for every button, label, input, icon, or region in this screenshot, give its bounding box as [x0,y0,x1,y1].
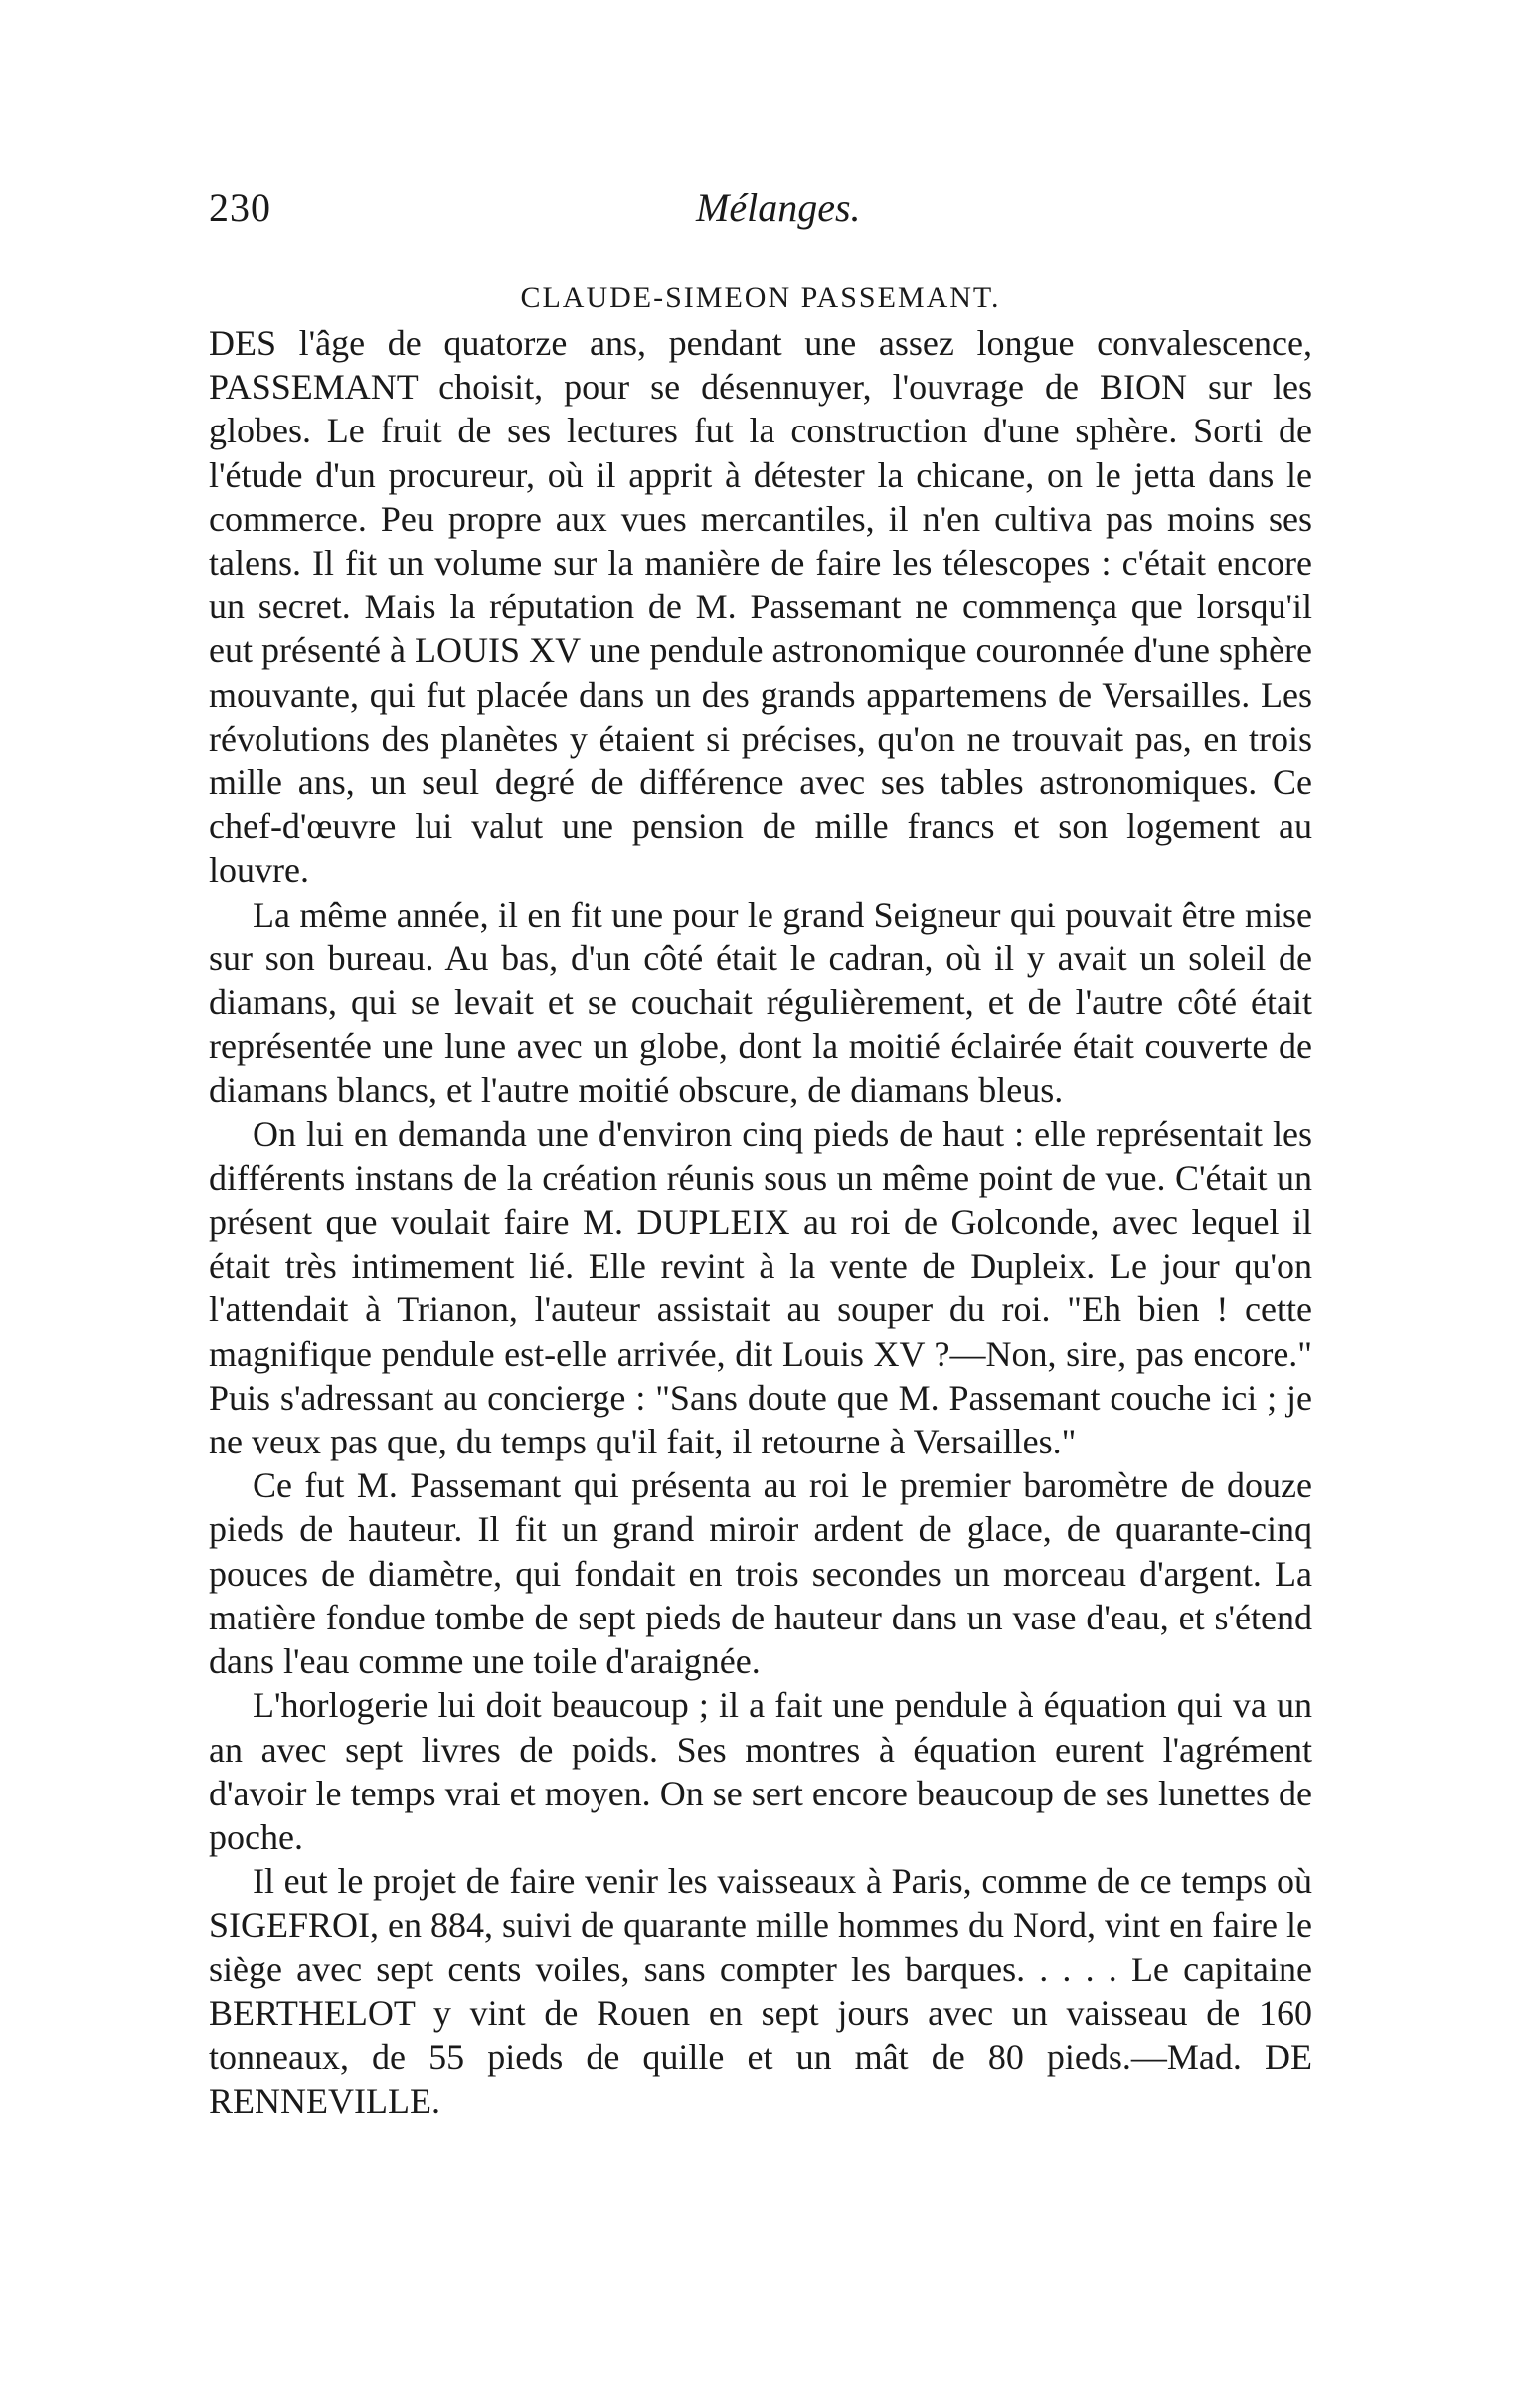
paragraph-2: La même année, il en fit une pour le grand Seigneur qui pouvait être mise sur son bureau. Au bas, d'un côté était le cadran, où il y avait un soleil de diamans, qui se levait et se couchait régulièrement, et de l'autre côté était représentée une lune avec un globe, dont la moitié éclairée était couverte de diamans blancs, et l'autre moitié obscure, de diamans bleus. [209,894,1312,1110]
paragraph-1: DES l'âge de quatorze ans, pendant une assez longue convalescence, PASSEMANT choisit, pour se désennuyer, l'ouvrage de BION sur les globes. Le fruit de ses lectures fut la construction d'une sphère. Sorti de l'étude d'un procureur, où il apprit à détester la chicane, on le jetta dans le commerce. Peu propre aux vues mercantiles, il n'en cultiva pas moins ses talens. Il fit un volume sur la manière de faire les télescopes : c'était encore un secret. Mais la réputation de M. Passemant ne commença que lorsqu'il eut présenté à LOUIS XV une pendule astronomique couronnée d'une sphère mouvante, qui fut placée dans un des grands appartemens de Versailles. Les révolutions des planètes y étaient si précises, qu'on ne trouvait pas, en trois mille ans, un seul degré de différence avec ses tables astronomiques. Ce chef-d'œuvre lui valut une pension de mille francs et son logement au louvre. [209,323,1312,891]
paragraph-6: Il eut le projet de faire venir les vaisseaux à Paris, comme de ce temps où SIGEFROI, en 884, suivi de quarante mille hommes du Nord, vint en faire le siège avec sept cents voiles, sans compter les barques. . . . . Le capitaine BERTHELOT y vint de Rouen en sept jours avec un vaisseau de 160 tonneaux, de 55 pieds de quille et un mât de 80 pieds.—Mad. DE RENNEVILLE. [209,1861,1312,2122]
page-number: 230 [209,185,271,230]
article-title: CLAUDE-SIMEON PASSEMANT. [520,281,1001,314]
book-page [209,184,1312,2123]
paragraph-5: L'horlogerie lui doit beaucoup ; il a fait une pendule à équation qui va un an avec sept livres de poids. Ses montres à équation eurent l'agrément d'avoir le temps vrai et moyen. On se sert encore beaucoup de ses lunettes de poche. [209,1685,1312,1857]
paragraph-3: On lui en demanda une d'environ cinq pieds de haut : elle représentait les différents instans de la création réunis sous un même point de vue. C'était un présent que voulait faire M. DUPLEIX au roi de Golconde, avec lequel il était très intimement lié. Elle revint à la vente de Dupleix. Le jour qu'on l'attendait à Trianon, l'auteur assistait au souper du roi. "Eh bien ! cette magnifique pendule est-elle arrivée, dit Louis XV ?—Non, sire, pas encore." Puis s'adressant au concierge : "Sans doute que M. Passemant couche ici ; je ne veux pas que, du temps qu'il fait, il retourne à Versailles." [209,1113,1312,1462]
running-title: Mélanges. [696,185,861,230]
article-body [209,321,1312,2123]
paragraph-4: Ce fut M. Passemant qui présenta au roi le premier baromètre de douze pieds de hauteur. Il fit un grand miroir ardent de glace, de quarante-cinq pouces de diamètre, qui fondait en trois secondes un morceau d'argent. La matière fondue tombe de sept pieds de hauteur dans un vase d'eau, et s'étend dans l'eau comme une toile d'araignée. [209,1465,1312,1682]
running-header [209,184,1312,244]
